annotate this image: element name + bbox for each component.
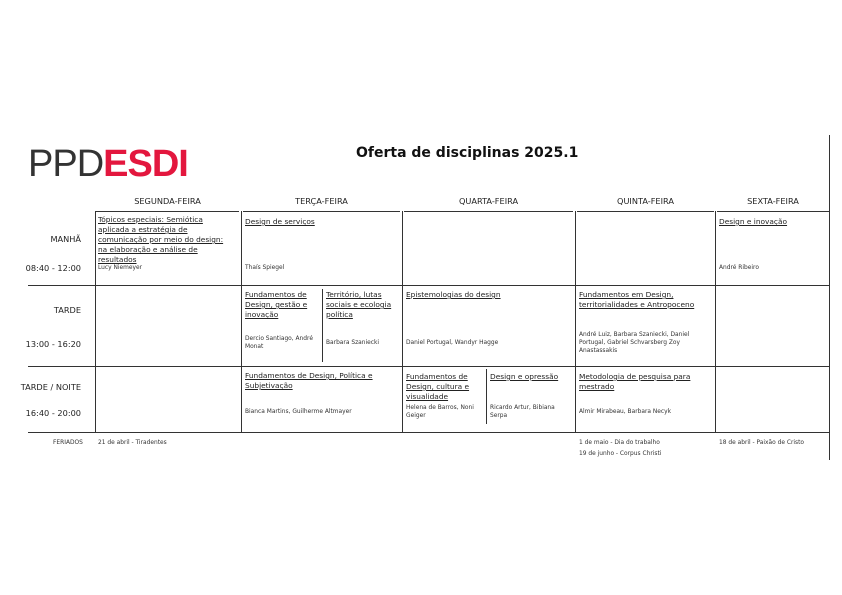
day-header-friday: SEXTA-FEIRA <box>747 196 799 206</box>
rule <box>404 211 573 212</box>
prof-tuesday-afternoon-1: Dercio Santiago, André Monat <box>245 336 313 350</box>
holiday-thursday-1: 1 de maio - Dia do trabalho <box>579 440 660 446</box>
rule <box>28 285 829 286</box>
course-thursday-afternoon: Fundamentos em Design, territorialidades e Antropoceno <box>579 290 695 309</box>
separator <box>322 289 323 362</box>
page-title: Oferta de disciplinas 2025.1 <box>356 145 579 161</box>
holiday-thursday-2: 19 de junho - Corpus Christi <box>579 451 662 457</box>
prof-wednesday-afternoon: Daniel Portugal, Wandyr Hagge <box>406 340 499 346</box>
course-monday-morning: Tópicos especiais: Semiótica aplicada a estratégia de comunicação por meio do design: na elaboração e análise de resultados <box>98 215 224 264</box>
period-evening-time: 16:40 - 20:00 <box>25 408 81 418</box>
course-tuesday-evening: Fundamentos de Design, Política e Subjetivação <box>245 371 373 390</box>
course-wednesday-afternoon: Epistemologias do design <box>406 290 501 299</box>
course-wednesday-evening-1: Fundamentos de Design, cultura e visualidade <box>406 372 470 401</box>
day-header-wednesday: QUARTA-FEIRA <box>458 196 519 206</box>
course-thursday-evening: Metodologia de pesquisa para mestrado <box>579 372 691 391</box>
course-tuesday-afternoon-1: Fundamentos de Design, gestão e inovação <box>245 290 308 319</box>
separator <box>486 369 487 424</box>
period-afternoon-time: 13:00 - 16:20 <box>25 339 81 349</box>
rule <box>717 211 829 212</box>
prof-wednesday-evening-1: Helena de Barros, Noni Geiger <box>406 405 474 419</box>
prof-monday-morning: Lucy Niemeyer <box>98 265 143 271</box>
prof-thursday-afternoon: André Luiz, Barbara Szaniecki, Daniel Portugal, Gabriel Schvarsberg Zoy Anastassakis <box>579 332 690 354</box>
holiday-monday: 21 de abril - Tiradentes <box>98 440 167 446</box>
prof-tuesday-afternoon-2: Barbara Szaniecki <box>326 340 380 346</box>
day-header-thursday: QUINTA-FEIRA <box>617 196 674 206</box>
prof-wednesday-evening-2: Ricardo Artur, Bibiana Serpa <box>490 405 555 419</box>
right-border <box>829 135 830 460</box>
rule <box>243 211 400 212</box>
course-tuesday-morning: Design de serviços <box>245 217 315 226</box>
ppdesdi-logo: PPDESDI <box>28 143 188 185</box>
separator <box>402 211 403 432</box>
period-afternoon-label: TARDE <box>53 305 81 315</box>
holidays-label: FERIADOS <box>53 440 83 446</box>
period-evening-label: TARDE / NOITE <box>20 382 81 392</box>
course-tuesday-afternoon-2: Território, lutas sociais e ecologia política <box>326 290 392 319</box>
separator <box>575 211 576 432</box>
holiday-friday: 18 de abril - Paixão de Cristo <box>719 440 805 446</box>
course-wednesday-evening-2: Design e opressão <box>490 372 559 381</box>
rule <box>28 432 829 433</box>
prof-tuesday-morning: Thaís Spiegel <box>245 265 285 271</box>
prof-thursday-evening: Almir Mirabeau, Barbara Necyk <box>579 409 672 415</box>
period-morning-label: MANHÃ <box>50 234 81 244</box>
rule <box>28 366 829 367</box>
day-header-monday: SEGUNDA-FEIRA <box>134 196 201 206</box>
separator <box>241 211 242 432</box>
prof-tuesday-evening: Bianca Martins, Guilherme Altmayer <box>245 409 352 415</box>
separator <box>715 211 716 432</box>
prof-friday-morning: André Ribeiro <box>719 265 759 271</box>
course-friday-morning: Design e inovação <box>719 217 788 226</box>
rule <box>577 211 714 212</box>
day-header-tuesday: TERÇA-FEIRA <box>295 196 348 206</box>
rule <box>96 211 239 212</box>
period-morning-time: 08:40 - 12:00 <box>25 263 81 273</box>
separator <box>95 211 96 432</box>
